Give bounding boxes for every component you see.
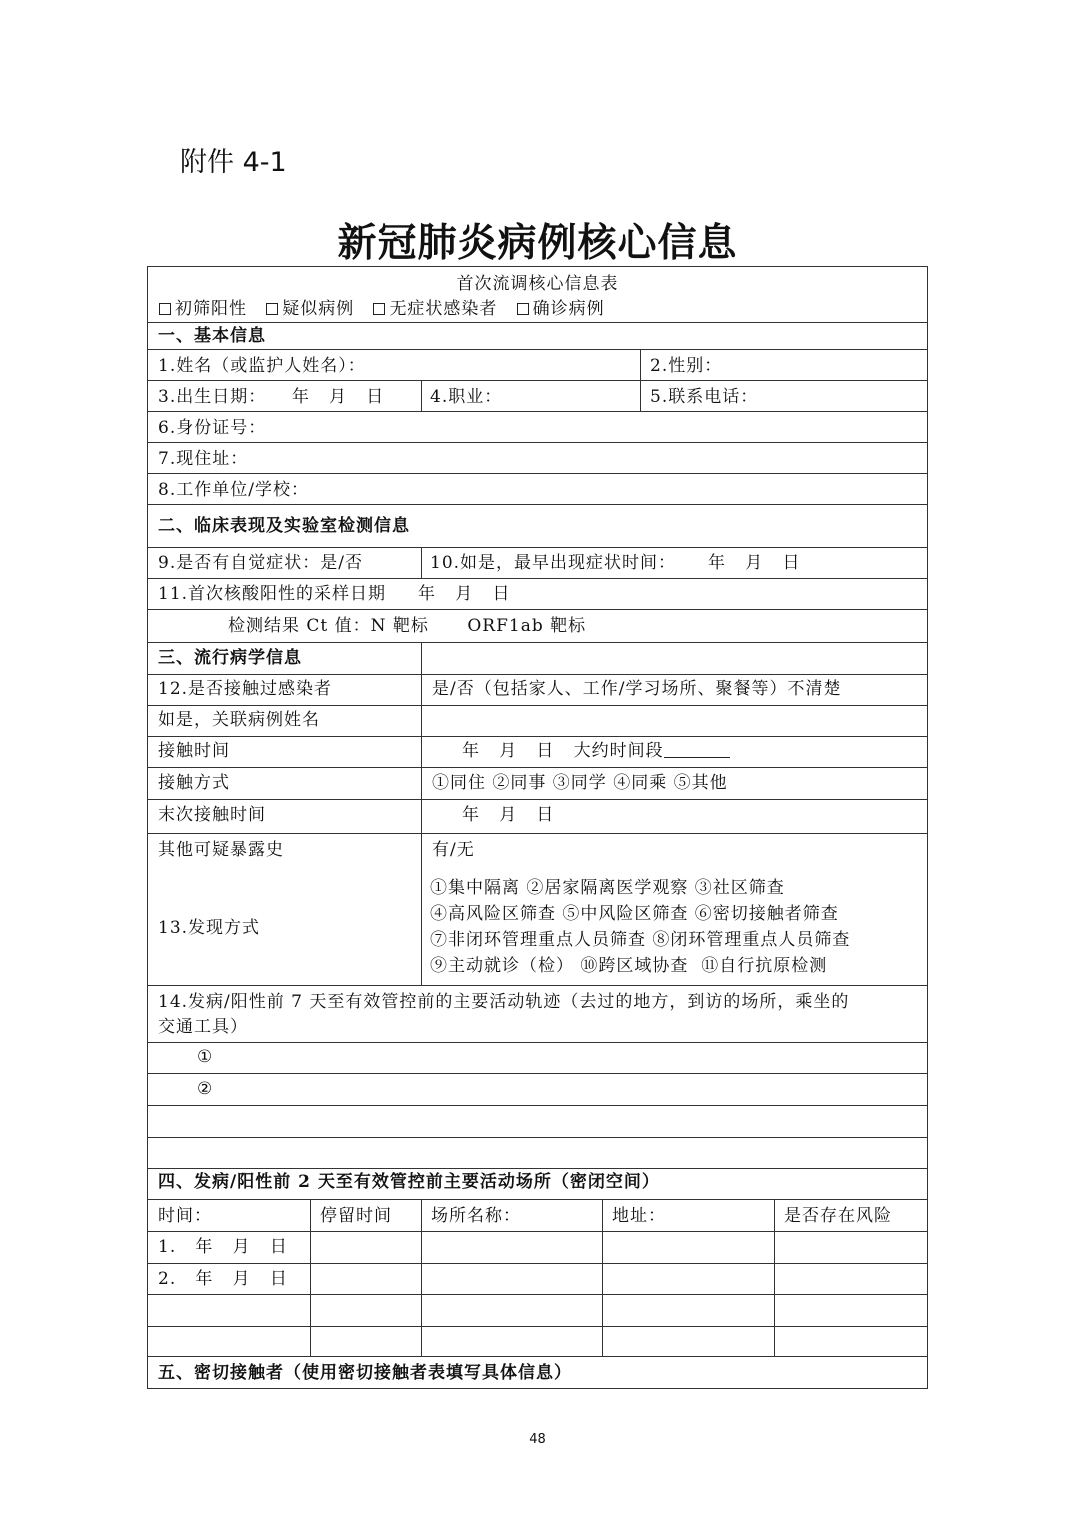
other-exposure-question: 其他可疑暴露史 (158, 840, 284, 860)
form-subtitle: 首次流调核心信息表 (456, 274, 619, 294)
ct-value-field[interactable]: 检测结果 Ct 值：N 靶标 ORF1ab 靶标 (228, 616, 587, 636)
track-item[interactable]: ② (197, 1079, 214, 1099)
id-field[interactable]: 6.身份证号： (158, 418, 267, 438)
checkbox-icon (517, 303, 529, 315)
discovery-option-line[interactable]: ④高风险区筛查 ⑤中风险区筛查 ⑥密切接触者筛查 (430, 904, 839, 924)
contact-way-answer[interactable]: ①同住 ②同事 ③同学 ④同乘 ⑤其他 (432, 773, 728, 793)
table-row[interactable]: 2. 年 月 日 (158, 1269, 288, 1289)
discovery-option-line[interactable]: ⑦非闭环管理重点人员筛查 ⑧闭环管理重点人员筛查 (430, 930, 851, 950)
col-stay-duration: 停留时间 (320, 1206, 392, 1226)
related-case-question: 如是，关联病例姓名 (158, 710, 320, 730)
col-address: 地址： (612, 1206, 666, 1226)
discovery-option-line[interactable]: ⑨主动就诊（检） ⑩跨区域协查 ⑪自行抗原检测 (430, 956, 828, 976)
discovery-question: 13.发现方式 (158, 918, 261, 938)
section-activity-places: 四、发病/阳性前 2 天至有效管控前主要活动场所（密闭空间） (158, 1172, 660, 1192)
col-time: 时间： (158, 1206, 212, 1226)
dob-field[interactable]: 3.出生日期： 年 月 日 (158, 387, 385, 407)
onset-date-field[interactable]: 10.如是，最早出现症状时间： 年 月 日 (430, 553, 801, 573)
section-epidemiology: 三、流行病学信息 (158, 648, 302, 668)
table-row[interactable]: 1. 年 月 日 (158, 1237, 288, 1257)
section-close-contacts: 五、密切接触者（使用密切接触者表填写具体信息） (158, 1363, 572, 1383)
job-field[interactable]: 4.职业： (430, 387, 503, 407)
address-field[interactable]: 7.现住址： (158, 449, 249, 469)
time-period-blank[interactable] (664, 743, 730, 758)
page-number: 48 (529, 1432, 546, 1447)
section-clinical-info: 二、临床表现及实验室检测信息 (158, 516, 410, 536)
col-place-name: 场所名称： (431, 1206, 521, 1226)
section-basic-info: 一、基本信息 (158, 326, 266, 346)
case-type-initial-screen-positive[interactable]: 初筛阳性 (159, 299, 247, 319)
sample-date-field[interactable]: 11.首次核酸阳性的采样日期 年 月 日 (158, 584, 511, 604)
other-exposure-answer[interactable]: 有/无 (432, 840, 475, 860)
checkbox-icon (266, 303, 278, 315)
contact-question: 12.是否接触过感染者 (158, 679, 333, 699)
symptom-field[interactable]: 9.是否有自觉症状：是/否 (158, 553, 363, 573)
name-field[interactable]: 1.姓名（或监护人姓名）： (158, 356, 366, 376)
discovery-option-line[interactable]: ①集中隔离 ②居家隔离医学观察 ③社区筛查 (430, 878, 785, 898)
col-risk: 是否存在风险 (784, 1206, 892, 1226)
phone-field[interactable]: 5.联系电话： (650, 387, 759, 407)
attachment-label: 附件 4-1 (180, 147, 287, 178)
sex-field[interactable]: 2.性别： (650, 356, 723, 376)
case-type-suspected[interactable]: 疑似病例 (266, 299, 354, 319)
checkbox-icon (373, 303, 385, 315)
contact-answer[interactable]: 是/否（包括家人、工作/学习场所、聚餐等）不清楚 (432, 679, 842, 699)
track-question-cont: 交通工具） (158, 1017, 248, 1037)
document-title: 新冠肺炎病例核心信息 (337, 221, 738, 266)
workplace-field[interactable]: 8.工作单位/学校： (158, 480, 309, 500)
case-type-confirmed[interactable]: 确诊病例 (517, 299, 605, 319)
track-item[interactable]: ① (197, 1047, 214, 1067)
case-type-asymptomatic[interactable]: 无症状感染者 (373, 299, 497, 319)
contact-time-question: 接触时间 (158, 741, 230, 761)
track-question: 14.发病/阳性前 7 天至有效管控前的主要活动轨迹（去过的地方，到访的场所，乘坐的 (158, 992, 850, 1012)
last-contact-answer[interactable]: 年 月 日 (462, 805, 555, 825)
case-info-form (147, 266, 928, 1389)
contact-way-question: 接触方式 (158, 773, 230, 793)
last-contact-question: 末次接触时间 (158, 805, 266, 825)
checkbox-icon (159, 303, 171, 315)
contact-time-answer[interactable]: 年 月 日 大约时间段 (462, 743, 730, 760)
case-type-options (159, 301, 605, 318)
